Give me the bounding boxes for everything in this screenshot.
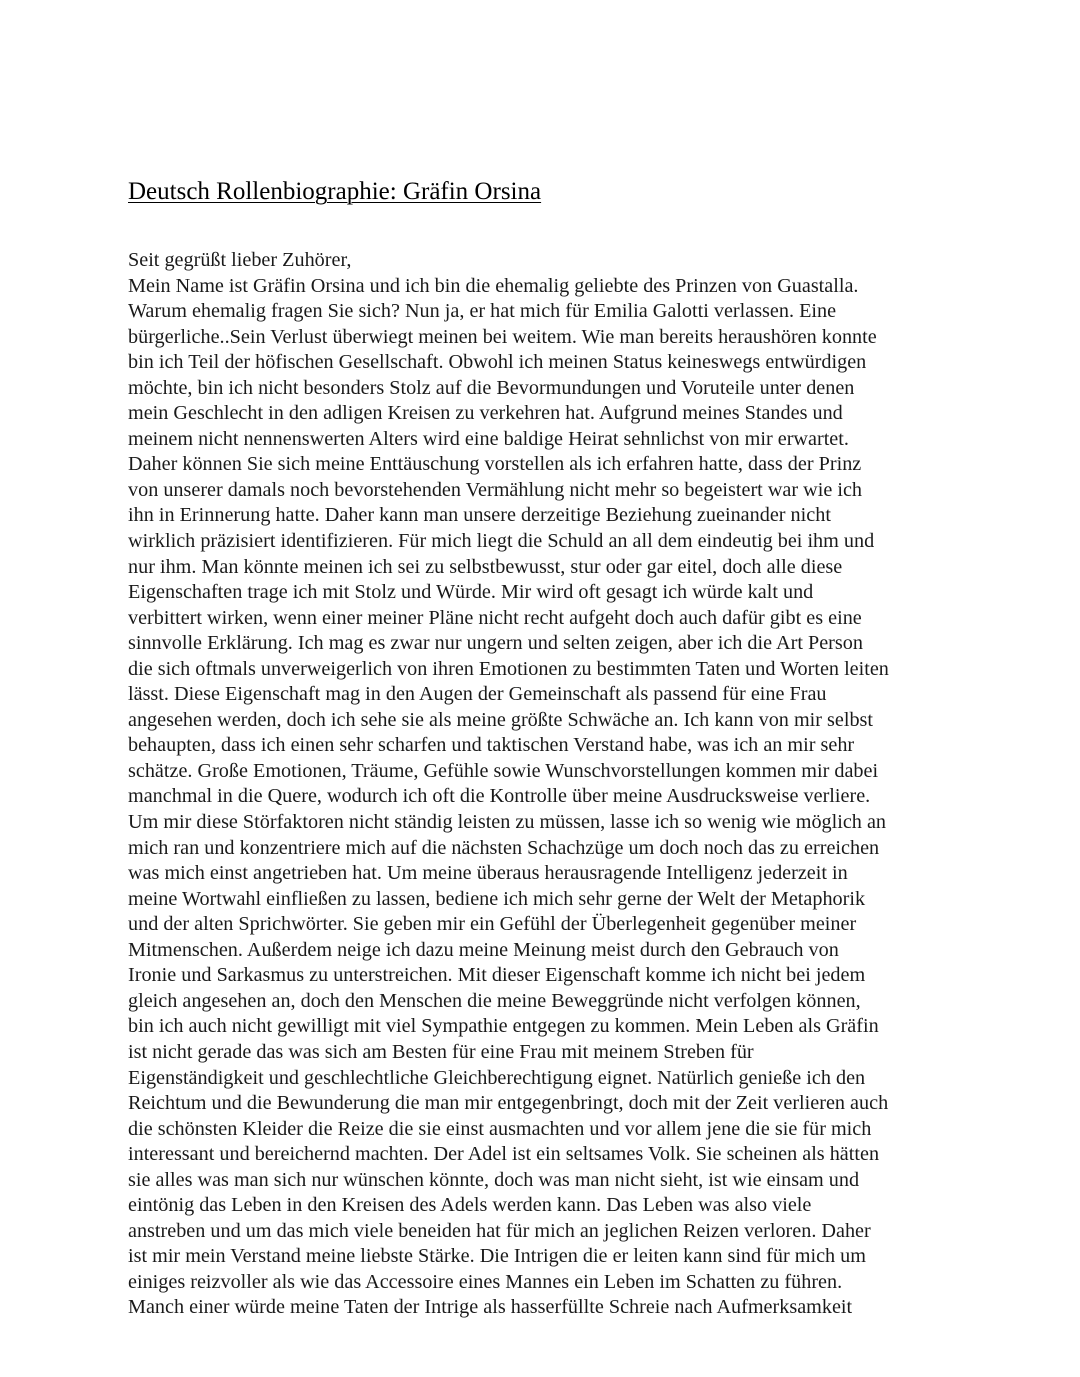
body-text-line: behaupten, dass ich einen sehr scharfen und taktischen Verstand habe, was ich an mir sehr xyxy=(128,734,855,757)
body-text-line: mein Geschlecht in den adligen Kreisen zu verkehren hat. Aufgrund meines Standes und xyxy=(128,402,843,425)
body-text-line: interessant und bereichernd machten. Der Adel ist ein seltsames Volk. Sie scheinen als hätten xyxy=(128,1143,880,1166)
body-text-line: manchmal in die Quere, wodurch ich oft die Kontrolle über meine Ausdrucksweise verliere. xyxy=(128,785,871,808)
body-text-line: Ironie und Sarkasmus zu unterstreichen. Mit dieser Eigenschaft komme ich nicht bei jedem xyxy=(128,964,866,987)
body-text-line: ihn in Erinnerung hatte. Daher kann man unsere derzeitige Beziehung zueinander nicht xyxy=(128,504,831,527)
body-text-line: Mein Name ist Gräfin Orsina und ich bin die ehemalig geliebte des Prinzen von Guastalla. xyxy=(128,274,859,297)
body-text-line: und der alten Sprichwörter. Sie geben mir ein Gefühl der Überlegenheit gegenüber meiner xyxy=(128,913,857,936)
body-text-line: Eigenständigkeit und geschlechtliche Gleichberechtigung eignet. Natürlich genieße ich den xyxy=(128,1066,866,1089)
body-text-line: Um mir diese Störfaktoren nicht ständig leisten zu müssen, lasse ich so wenig wie möglich an xyxy=(128,811,886,834)
body-text-line: wirklich präzisiert identifizieren. Für mich liegt die Schuld an all dem eindeutig bei ihm und xyxy=(128,530,875,553)
body-text-line: ist mir mein Verstand meine liebste Stärke. Die Intrigen die er leiten kann sind für mich um xyxy=(128,1245,866,1268)
body-text-line: schätze. Große Emotionen, Träume, Gefühle sowie Wunschvorstellungen kommen mir dabei xyxy=(128,759,879,782)
body-text-line: Seit gegrüßt lieber Zuhörer, xyxy=(128,249,352,271)
body-text-line: Daher können Sie sich meine Enttäuschung vorstellen als ich erfahren hatte, dass der Prinz xyxy=(128,453,862,476)
body-text-line: lässt. Diese Eigenschaft mag in den Augen der Gemeinschaft als passend für eine Frau xyxy=(128,683,827,706)
document-body xyxy=(128,248,968,1321)
body-text-line: sinnvolle Erklärung. Ich mag es zwar nur ungern und selten zeigen, aber ich die Art Person xyxy=(128,632,863,655)
body-text-line: möchte, bin ich nicht besonders Stolz auf die Bevormundungen und Voruteile unter denen xyxy=(128,376,855,399)
body-text-line: verbittert wirken, wenn einer meiner Pläne nicht recht aufgeht doch auch dafür gibt es eine xyxy=(128,606,862,629)
body-text-line: die schönsten Kleider die Reize die sie einst ausmachten und vor allem jene die sie für mich xyxy=(128,1117,872,1140)
body-text-line: meinem nicht nennenswerten Alters wird eine baldige Heirat sehnlichst von mir erwartet. xyxy=(128,427,849,450)
body-text-line: einiges reizvoller als wie das Accessoire eines Mannes ein Leben im Schatten zu führen. xyxy=(128,1270,843,1293)
body-text-line: nur ihm. Man könnte meinen ich sei zu selbstbewusst, stur oder gar eitel, doch alle diese xyxy=(128,555,843,578)
body-text-line: sie alles was man sich nur wünschen könnte, doch was man nicht sieht, ist wie einsam und xyxy=(128,1168,860,1191)
body-text-line: was mich einst angetrieben hat. Um meine überaus herausragende Intelligenz jederzeit in xyxy=(128,862,848,885)
body-text-line: anstreben und um das mich viele beneiden hat für mich an jeglichen Reizen verloren. Daher xyxy=(128,1219,871,1242)
body-text-line: bin ich Teil der höfischen Gesellschaft. Obwohl ich meinen Status keineswegs entwürdigen xyxy=(128,351,867,374)
body-text-line: mich ran und konzentriere mich auf die nächsten Schachzüge um doch noch das zu erreichen xyxy=(128,836,880,859)
body-text-line: von unserer damals noch bevorstehenden Vermählung nicht mehr so begeistert war wie ich xyxy=(128,478,863,501)
body-text-line: Eigenschaften trage ich mit Stolz und Würde. Mir wird oft gesagt ich würde kalt und xyxy=(128,581,814,604)
body-text-line: Reichtum und die Bewunderung die man mir entgegenbringt, doch mit der Zeit verlieren auch xyxy=(128,1092,889,1115)
body-text-line: Manch einer würde meine Taten der Intrige als hasserfüllte Schreie nach Aufmerksamkeit xyxy=(128,1296,853,1319)
body-text-line: meine Wortwahl einfließen zu lassen, bediene ich mich sehr gerne der Welt der Metaphorik xyxy=(128,887,866,910)
body-text-line: ist nicht gerade das was sich am Besten für eine Frau mit meinem Streben für xyxy=(128,1040,754,1063)
body-text-line: Warum ehemalig fragen Sie sich? Nun ja, er hat mich für Emilia Galotti verlassen. Eine xyxy=(128,300,837,323)
body-text-line: gleich angesehen an, doch den Menschen die meine Beweggründe nicht verfolgen können, xyxy=(128,989,861,1012)
document-title: Deutsch Rollenbiographie: Gräfin Orsina xyxy=(128,178,542,205)
body-text-line: Mitmenschen. Außerdem neige ich dazu meine Meinung meist durch den Gebrauch von xyxy=(128,938,839,961)
body-text-line: bürgerliche..Sein Verlust überwiegt meinen bei weitem. Wie man bereits heraushören konnte xyxy=(128,325,877,348)
body-text-line: eintönig das Leben in den Kreisen des Adels werden kann. Das Leben was also viele xyxy=(128,1194,812,1217)
body-text-line: angesehen werden, doch ich sehe sie als meine größte Schwäche an. Ich kann von mir selbst xyxy=(128,708,874,731)
body-text-line: bin ich auch nicht gewilligt mit viel Sympathie entgegen zu kommen. Mein Leben als Gräfin xyxy=(128,1015,879,1038)
body-text-line: die sich oftmals unverweigerlich von ihren Emotionen zu bestimmten Taten und Worten leiten xyxy=(128,657,889,680)
